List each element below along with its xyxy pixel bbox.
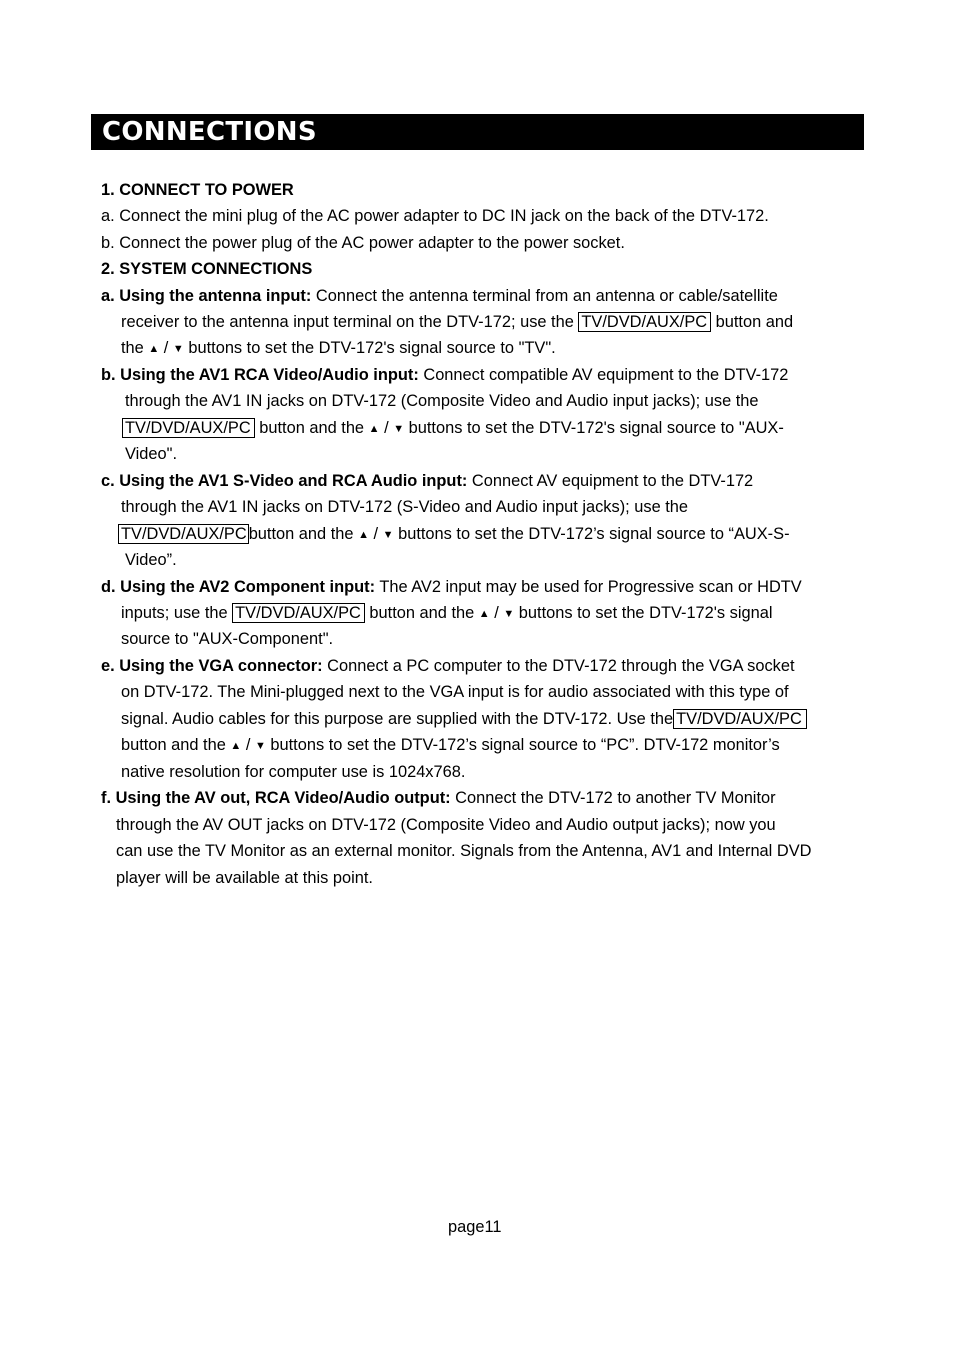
av1-svideo-title: c. Using the AV1 S-Video and RCA Audio input: (101, 472, 468, 490)
av2-component-line-3: source to "AUX-Component". (121, 630, 334, 648)
down-arrow-icon: ▼ (254, 740, 266, 752)
av-out-line-1 (101, 788, 776, 808)
down-arrow-icon: ▼ (393, 423, 405, 435)
av1-svideo-line-3 (118, 524, 790, 545)
slash: / (245, 736, 251, 754)
av1-rca-line-2: through the AV1 IN jacks on DTV-172 (Composite Video and Audio input jacks); use the (125, 392, 759, 410)
av1-rca-line-4: Video". (125, 445, 177, 463)
section-banner (91, 114, 864, 150)
av2-component-text: button and the (364, 604, 479, 622)
up-arrow-icon: ▲ (368, 423, 380, 435)
antenna-text: the (121, 339, 149, 357)
av1-svideo-text: Connect AV equipment to the DTV-172 (467, 472, 754, 490)
av1-rca-title: b. Using the AV1 RCA Video/Audio input: (101, 366, 419, 384)
av2-component-text: inputs; use the (121, 604, 233, 622)
vga-text: buttons to set the DTV-172’s signal source to “PC”. DTV-172 monitor’s (265, 736, 780, 754)
page-number: page11 (448, 1218, 502, 1236)
av1-svideo-line-1 (101, 471, 753, 491)
tv-dvd-aux-pc-key: TV/DVD/AUX/PC (122, 418, 255, 438)
down-arrow-icon: ▼ (503, 608, 515, 620)
antenna-title: a. Using the antenna input: (101, 287, 312, 305)
vga-text: Connect a PC computer to the DTV-172 through the VGA socket (322, 657, 795, 675)
heading-system-connections: 2. SYSTEM CONNECTIONS (101, 260, 313, 278)
vga-text: signal. Audio cables for this purpose are supplied with the DTV-172. Use the (121, 710, 674, 728)
av1-svideo-line-4: Video”. (125, 551, 177, 569)
tv-dvd-aux-pc-key: TV/DVD/AUX/PC (118, 524, 249, 544)
antenna-text: button and (711, 313, 794, 331)
slash: / (494, 604, 499, 622)
vga-line-3 (121, 709, 807, 729)
vga-title: e. Using the VGA connector: (101, 657, 323, 675)
av-out-title: f. Using the AV out, RCA Video/Audio output: (101, 789, 451, 807)
vga-line-2: on DTV-172. The Mini-plugged next to the VGA input is for audio associated with this type of (121, 683, 789, 701)
antenna-line-1 (101, 286, 778, 306)
av1-svideo-text: buttons to set the DTV-172’s signal source to “AUX-S- (393, 525, 790, 543)
tv-dvd-aux-pc-key: TV/DVD/AUX/PC (232, 603, 365, 623)
vga-line-5: native resolution for computer use is 1024x768. (121, 763, 466, 781)
av2-component-line-2 (121, 603, 773, 624)
antenna-text: receiver to the antenna input terminal on the DTV-172; use the (121, 313, 579, 331)
av1-svideo-text: button and the (248, 525, 359, 543)
vga-line-1 (101, 656, 795, 676)
up-arrow-icon: ▲ (148, 343, 160, 355)
up-arrow-icon: ▲ (478, 608, 490, 620)
av1-rca-text: button and the (254, 419, 369, 437)
av-out-text: Connect the DTV-172 to another TV Monitor (450, 789, 776, 807)
slash: / (373, 525, 379, 543)
vga-text: button and the (121, 736, 231, 754)
up-arrow-icon: ▲ (358, 529, 369, 541)
av1-rca-line-1 (101, 365, 788, 385)
antenna-text: Connect the antenna terminal from an antenna or cable/satellite (311, 287, 778, 305)
antenna-line-3 (121, 338, 556, 359)
av2-component-title: d. Using the AV2 Component input: (101, 578, 376, 596)
tv-dvd-aux-pc-key: TV/DVD/AUX/PC (673, 709, 807, 729)
down-arrow-icon: ▼ (172, 343, 184, 355)
av-out-line-2: through the AV OUT jacks on DTV-172 (Composite Video and Audio output jacks); now you (116, 816, 776, 834)
section-title: CONNECTIONS (102, 117, 317, 147)
antenna-line-2 (121, 312, 793, 332)
slash: / (384, 419, 389, 437)
av2-component-line-1 (101, 577, 802, 597)
down-arrow-icon: ▼ (382, 529, 394, 541)
av2-component-text: buttons to set the DTV-172's signal (514, 604, 773, 622)
tv-dvd-aux-pc-key: TV/DVD/AUX/PC (578, 312, 711, 332)
antenna-text: buttons to set the DTV-172's signal source to "TV". (183, 339, 556, 357)
power-step-a: a. Connect the mini plug of the AC power adapter to DC IN jack on the back of the DTV-172. (101, 207, 769, 225)
av1-rca-line-3 (122, 418, 784, 439)
av-out-line-4: player will be available at this point. (116, 869, 373, 887)
av-out-line-3: can use the TV Monitor as an external monitor. Signals from the Antenna, AV1 and Internal DVD (116, 842, 812, 860)
heading-connect-to-power: 1. CONNECT TO POWER (101, 181, 294, 199)
up-arrow-icon: ▲ (230, 740, 242, 752)
av1-svideo-line-2: through the AV1 IN jacks on DTV-172 (S-Video and Audio input jacks); use the (121, 498, 689, 516)
slash: / (163, 339, 169, 357)
av2-component-text: The AV2 input may be used for Progressive scan or HDTV (375, 578, 802, 596)
av1-rca-text: Connect compatible AV equipment to the DTV-172 (418, 366, 789, 384)
av1-rca-text: buttons to set the DTV-172's signal source to "AUX- (404, 419, 784, 437)
power-step-b: b. Connect the power plug of the AC power adapter to the power socket. (101, 234, 625, 252)
vga-line-4 (121, 735, 780, 756)
